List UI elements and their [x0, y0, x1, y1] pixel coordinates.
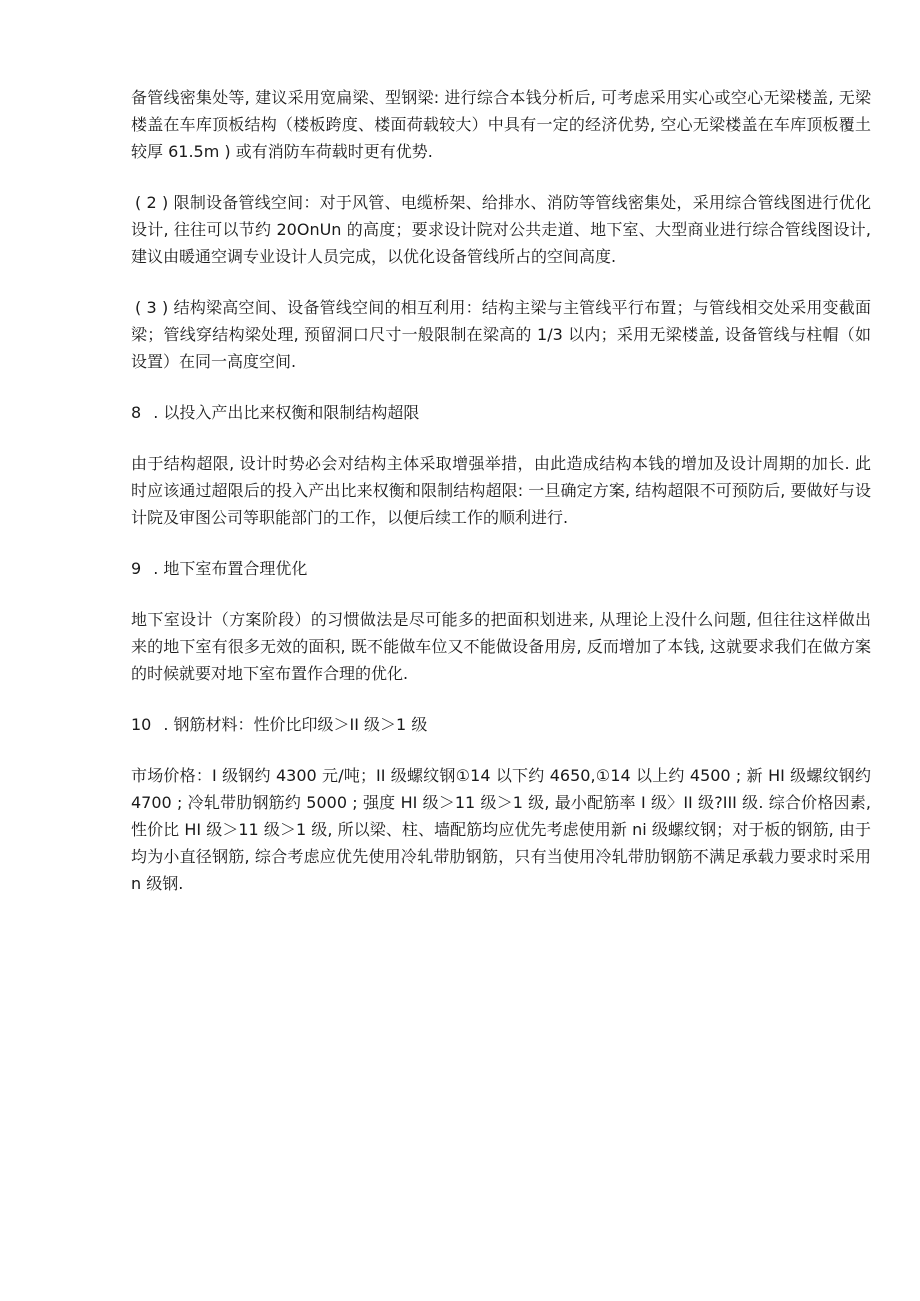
paragraph-equipment-space: ( 2 ) 限制设备管线空间：对于风管、电缆桥架、给排水、消防等管线密集处，采用综合管线图进行优化设计, 往往可以节约 20OnUn 的高度；要求设计院对公共走道、地下室、大型商业进行综合管线图设计, 建议由暖通空调专业设计人员完成，以优化设备管线所占的空间高度. [131, 193, 871, 266]
paragraph-space-utilization: ( 3 ) 结构梁高空间、设备管线空间的相互利用：结构主梁与主管线平行布置；与管线相交处采用变截面梁；管线穿结构梁处理, 预留洞口尺寸一般限制在梁高的 1/3 以内；采用无梁楼盖, 设备管线与柱帽（如设置）在同一高度空间. [131, 298, 871, 371]
document-page [131, 84, 871, 921]
section-title: . 以投入产出比来权衡和限制结构超限 [153, 403, 420, 422]
paragraph-beam-selection: 备管线密集处等, 建议采用宽扁梁、型钢梁: 进行综合本钱分析后, 可考虑采用实心或空心无梁楼盖, 无梁楼盖在车库顶板结构（楼板跨度、楼面荷载较大）中具有一定的经济优势, 空心无梁楼盖在车库顶板覆土较厚 61.5m ) 或有消防车荷载时更有优势. [131, 88, 871, 161]
section-number: 9 [131, 559, 142, 578]
paragraph-rebar-prices: 市场价格：I 级钢约 4300 元/吨；II 级螺纹钢①14 以下约 4650,①14 以上约 4500 ; 新 HI 级螺纹钢约 4700 ; 冷轧带肋钢筋约 5000 ; 强度 HI 级＞11 级＞1 级, 最小配筋率 I 级〉II 级?III 级. 综合价格因素, 性价比 HI 级＞11 级＞1 级, 所以梁、柱、墙配筋均应优先考虑使用新 ni 级螺纹钢；对于板的钢筋, 由于均为小直径钢筋, 综合考虑应优先使用冷轧带肋钢筋，只有当使用冷轧带肋钢筋不满足承载力要求时采用 n 级钢. [131, 766, 871, 893]
section-heading-10 [131, 711, 871, 738]
paragraph-basement-layout: 地下室设计（方案阶段）的习惯做法是尽可能多的把面积划进来, 从理论上没什么问题, 但往往这样做出来的地下室有很多无效的面积, 既不能做车位又不能做设备用房, 反而增加了本钱, 这就要求我们在做方案的时候就要对地下室布置作合理的优化. [131, 610, 871, 683]
section-heading-9 [131, 555, 871, 582]
section-title: . 地下室布置合理优化 [153, 559, 308, 578]
section-heading-8 [131, 399, 871, 426]
section-number: 8 [131, 403, 142, 422]
section-number: 10 [131, 715, 152, 734]
paragraph-structural-overrun: 由于结构超限, 设计时势必会对结构主体采取增强举措，由此造成结构本钱的增加及设计周期的加长. 此时应该通过超限后的投入产出比来权衡和限制结构超限: 一旦确定方案, 结构超限不可预防后, 要做好与设计院及审图公司等职能部门的工作，以便后续工作的顺利进行. [131, 454, 871, 527]
section-title: . 钢筋材料：性价比印级＞II 级＞1 级 [163, 715, 428, 734]
